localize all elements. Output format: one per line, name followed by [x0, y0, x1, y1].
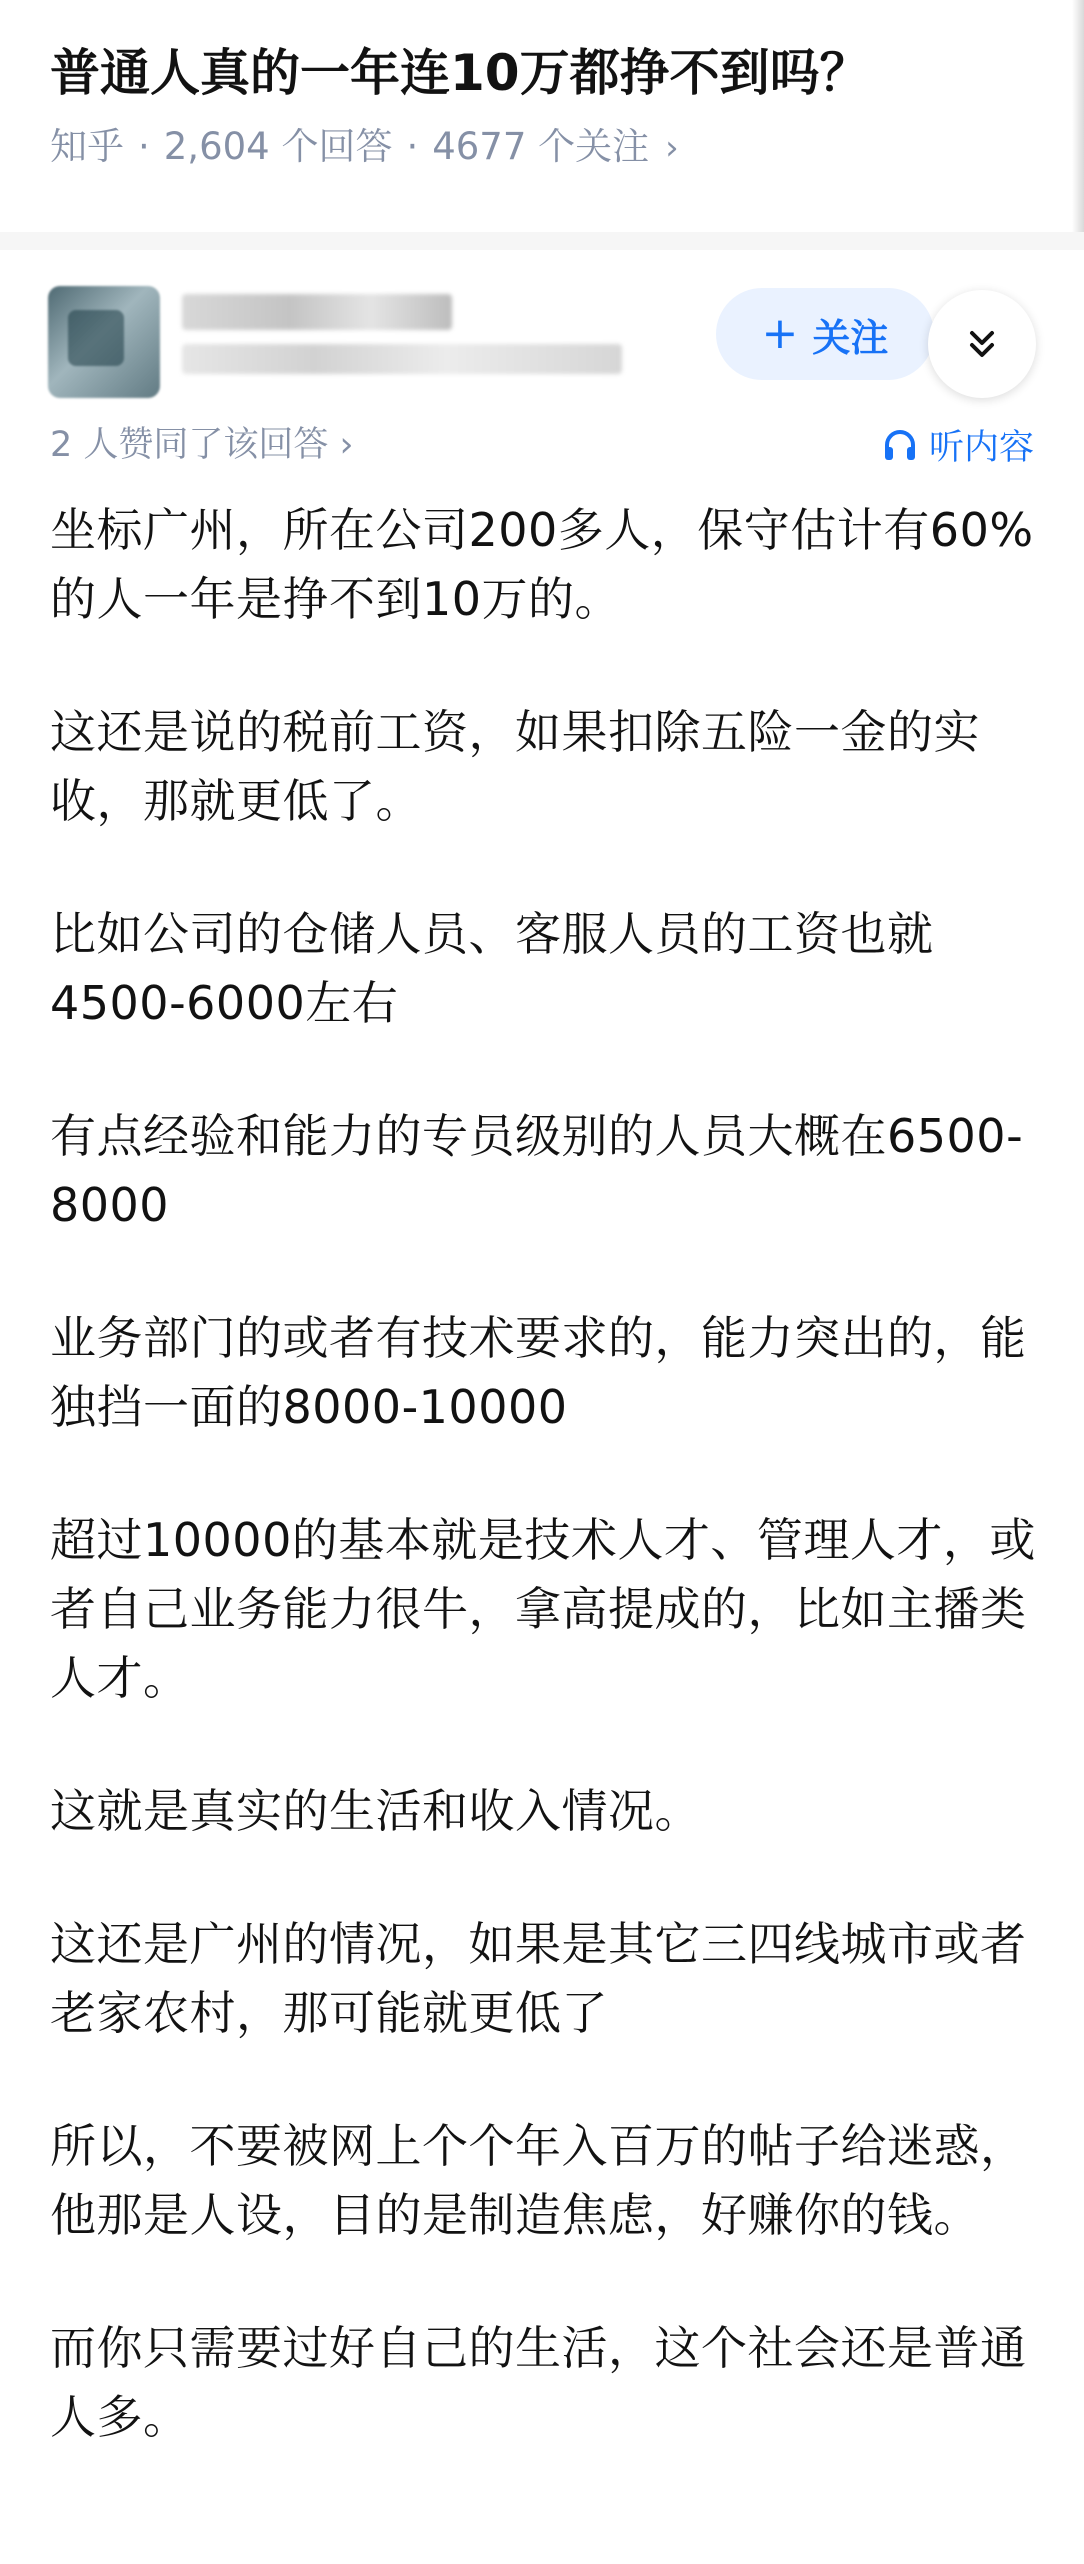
- double-chevron-down-icon: [962, 324, 1002, 364]
- answer-paragraph: 比如公司的仓储人员、客服人员的工资也就4500-6000左右: [50, 907, 934, 1030]
- answer-paragraph: 业务部门的或者有技术要求的，能力突出的，能独挡一面的8000-10000: [50, 1311, 1027, 1434]
- listen-label: 听内容: [928, 428, 1034, 468]
- question-title[interactable]: 普通人真的一年连10万都挣不到吗？: [50, 44, 870, 102]
- answer-paragraph: 超过10000的基本就是技术人才、管理人才，或者自己业务能力很牛，拿高提成的，比如主播类人才。: [50, 1513, 1036, 1705]
- answer-paragraph: 有点经验和能力的专员级别的人员大概在6500-8000: [50, 1109, 1024, 1232]
- author-name-blurred[interactable]: [182, 294, 452, 330]
- answer-paragraph: 而你只需要过好自己的生活，这个社会还是普通人多。: [50, 2321, 1027, 2444]
- headphones-icon: [881, 426, 919, 464]
- upvote-text: 2 人赞同了该回答: [50, 425, 329, 465]
- plus-icon: +: [761, 308, 799, 359]
- chevron-right-icon: ›: [665, 128, 679, 168]
- question-meta[interactable]: [50, 122, 1034, 173]
- answer-meta-row: [0, 415, 1084, 475]
- scroll-edge: [1072, 0, 1084, 232]
- source-label: 知乎: [50, 125, 124, 168]
- answer-count: 2,604 个回答: [163, 125, 393, 168]
- listen-button[interactable]: [881, 415, 1034, 475]
- follow-button[interactable]: [716, 288, 934, 380]
- avatar[interactable]: [48, 286, 160, 398]
- meta-separator: ·: [138, 125, 150, 168]
- meta-separator: ·: [406, 125, 419, 168]
- collapse-button[interactable]: [928, 290, 1036, 398]
- answer-paragraph: 这还是广州的情况，如果是其它三四线城市或者老家农村，那可能就更低了: [50, 1917, 1027, 2040]
- question-header: [0, 0, 1084, 232]
- chevron-right-icon: ›: [339, 425, 354, 465]
- answer-paragraph: 坐标广州，所在公司200多人，保守估计有60%的人一年是挣不到10万的。: [50, 503, 1034, 626]
- section-divider: [0, 232, 1084, 250]
- author-bio-blurred: [182, 344, 622, 374]
- answer-paragraph: 这就是真实的生活和收入情况。: [50, 1784, 701, 1838]
- follower-count: 4677 个关注: [432, 125, 650, 168]
- author-row: [0, 250, 1084, 415]
- answer-paragraph: 这还是说的税前工资，如果扣除五险一金的实收，那就更低了。: [50, 705, 980, 828]
- answer-body: [50, 496, 1040, 2516]
- answer-paragraph: 所以，不要被网上个个年入百万的帖子给迷惑，他那是人设，目的是制造焦虑，好赚你的钱。: [50, 2119, 1027, 2242]
- follow-label: 关注: [812, 315, 889, 360]
- upvote-info[interactable]: [50, 415, 354, 475]
